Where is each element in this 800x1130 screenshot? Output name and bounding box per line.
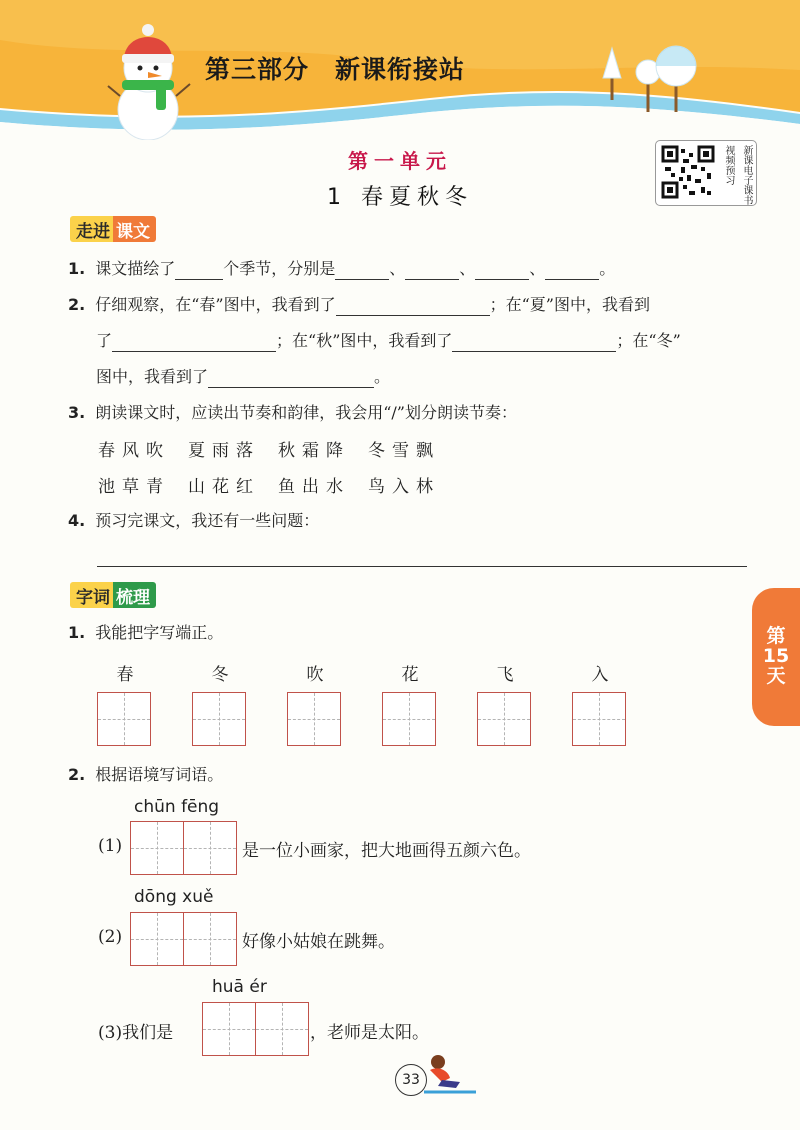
rhythm-phrase: 池草青 [98, 477, 170, 497]
rhythm-phrase: 鱼出水 [278, 477, 350, 497]
rhythm-row-2 [98, 472, 458, 497]
lesson-number: 1 [326, 185, 347, 210]
writing-grid-cell[interactable] [183, 821, 237, 875]
part-subtitle: 新课衔接站 [335, 55, 466, 84]
question-text: 朗读课文时，应读出节奏和韵律，我会用“/”划分朗读节奏： [95, 403, 517, 422]
answer-blank[interactable] [208, 369, 374, 388]
writing-grid-cell[interactable] [572, 692, 626, 746]
item-label: (3)我们是 [98, 1023, 174, 1043]
answer-line[interactable] [97, 566, 747, 567]
question-1 [68, 258, 615, 280]
header-banner [0, 0, 800, 140]
char-label: 吹 [306, 665, 324, 685]
pinyin-hint: dōng xuě [134, 887, 214, 907]
question-text: 个季节，分别是 [223, 259, 336, 278]
question-number: 1. [68, 259, 86, 278]
question-2-line-1 [68, 294, 650, 316]
question-text: ；在“夏”图中，我看到 [489, 295, 650, 314]
question-text: 仔细观察，在“春”图中，我看到了 [95, 295, 336, 314]
rhythm-phrase: 冬雪飘 [368, 441, 440, 461]
answer-blank[interactable] [475, 261, 529, 280]
section-heading-vocabulary [70, 582, 156, 608]
qr-code-box[interactable] [655, 140, 757, 206]
qr-code-icon[interactable] [661, 145, 715, 199]
part-label: 第三部分 [205, 55, 310, 84]
writing-grid-cell[interactable] [130, 821, 184, 875]
question-2-line-3 [96, 366, 390, 388]
item-label: (1) [98, 836, 123, 856]
rhythm-phrase: 夏雨落 [188, 441, 260, 461]
word-writing-box[interactable] [130, 821, 235, 873]
pinyin-hint: huā ér [212, 977, 267, 997]
item-context: 好像小姑娘在跳舞。 [242, 932, 395, 952]
question-text: 了 [96, 331, 113, 350]
answer-blank[interactable] [545, 261, 599, 280]
section-heading-part-b: 梳理 [113, 582, 156, 608]
question-number: 4. [68, 511, 86, 530]
separator: 、 [459, 259, 476, 278]
rhythm-phrase: 春风吹 [98, 441, 170, 461]
answer-blank[interactable] [452, 333, 616, 352]
question-text: 根据语境写词语。 [95, 765, 224, 784]
char-label: 飞 [496, 665, 514, 685]
question-2-line-2 [96, 330, 681, 352]
question-number: 3. [68, 403, 86, 422]
word-writing-box[interactable] [130, 912, 235, 964]
answer-blank[interactable] [175, 261, 223, 280]
answer-blank[interactable] [336, 297, 490, 316]
rhythm-phrase: 秋霜降 [278, 441, 350, 461]
vocab-question-1 [68, 622, 223, 644]
question-number: 2. [68, 295, 86, 314]
question-text: 。 [374, 367, 391, 386]
word-writing-box[interactable] [202, 1002, 307, 1054]
rhythm-row-1 [98, 436, 458, 461]
answer-blank[interactable] [335, 261, 389, 280]
question-text: 课文描绘了 [95, 259, 176, 278]
pinyin-hint: chūn fēng [134, 797, 220, 817]
writing-grid-cell[interactable] [183, 912, 237, 966]
writing-grid-cell[interactable] [130, 912, 184, 966]
vocab-question-2 [68, 764, 223, 786]
lesson-name: 春夏秋冬 [360, 185, 473, 210]
question-4 [68, 510, 319, 532]
question-number: 2. [68, 765, 86, 784]
question-text: 图中，我看到了 [96, 367, 209, 386]
separator: 、 [529, 259, 546, 278]
writing-grid-cell[interactable] [255, 1002, 309, 1056]
question-text: ；在“冬” [616, 331, 681, 350]
char-label: 花 [401, 665, 419, 685]
unit-title: 第一单元 [348, 149, 452, 173]
writing-grid-cell[interactable] [202, 1002, 256, 1056]
item-label: (2) [98, 927, 123, 947]
section-heading-read-text [70, 216, 156, 242]
question-number: 1. [68, 623, 86, 642]
separator: 、 [389, 259, 406, 278]
answer-blank[interactable] [112, 333, 276, 352]
qr-caption-left: 视频预习 [723, 145, 734, 185]
item-context: 是一位小画家，把大地画得五颜六色。 [242, 841, 531, 861]
section-heading-part-a: 走进 [70, 216, 113, 242]
question-text: 。 [599, 259, 616, 278]
item-context: ，老师是太阳。 [310, 1023, 429, 1043]
question-3 [68, 402, 517, 424]
day-tab-number: 15 [762, 645, 790, 667]
day-tab-prefix: 第 [766, 625, 786, 647]
qr-caption-right: 新课电子课书 [741, 145, 752, 205]
question-text: 预习完课文，我还有一些问题： [95, 511, 320, 530]
section-heading-part-a: 字词 [70, 582, 113, 608]
writing-grid-cell[interactable] [382, 692, 436, 746]
part-title [205, 50, 465, 86]
rhythm-phrase: 山花红 [188, 477, 260, 497]
answer-blank[interactable] [405, 261, 459, 280]
char-label: 春 [116, 665, 134, 685]
question-text: 我能把字写端正。 [95, 623, 224, 642]
day-tab [752, 588, 800, 726]
section-heading-part-b: 课文 [113, 216, 156, 242]
char-label: 入 [591, 665, 609, 685]
char-label: 冬 [211, 665, 229, 685]
writing-grid-cell[interactable] [192, 692, 246, 746]
skater-icon [420, 1052, 480, 1098]
page-number: 33 [395, 1064, 427, 1096]
day-tab-suffix: 天 [766, 665, 786, 687]
rhythm-phrase: 鸟入林 [368, 477, 440, 497]
writing-grid-cell[interactable] [477, 692, 531, 746]
question-text: ；在“秋”图中，我看到了 [276, 331, 453, 350]
writing-grid-cell[interactable] [97, 692, 151, 746]
writing-grid-cell[interactable] [287, 692, 341, 746]
